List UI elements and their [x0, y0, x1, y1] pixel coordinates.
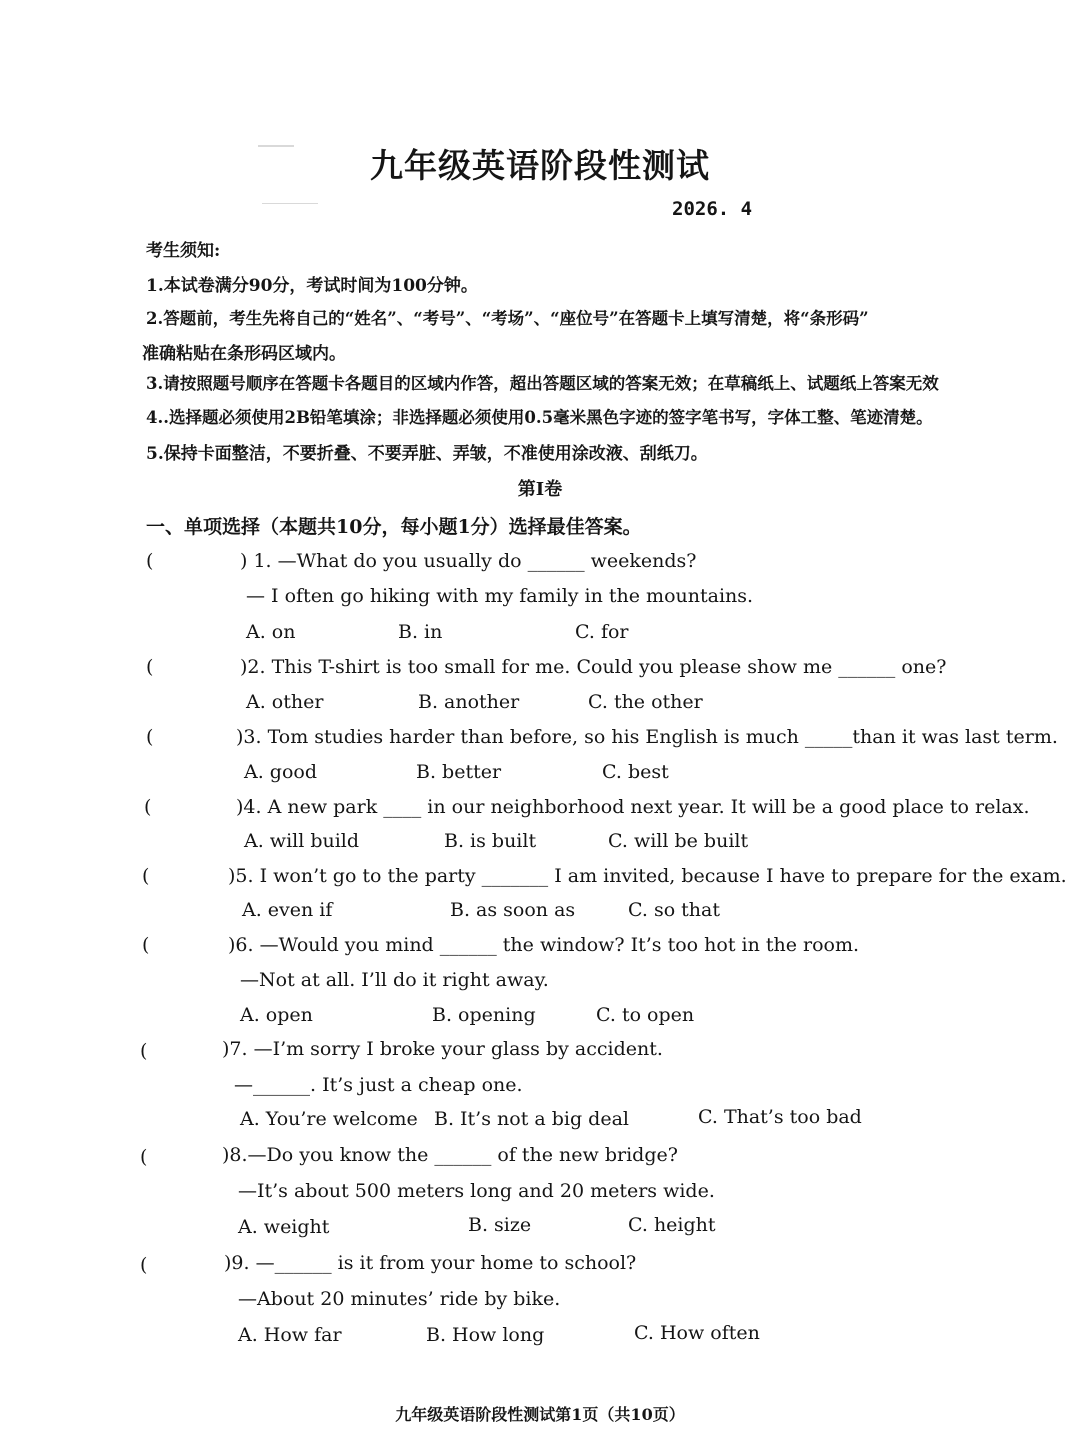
notice-item: 2.答题前，考生先将自己的“姓名”、“考号”、“考场”、“座位号”在答题卡上填写清楚，将“条形码”	[146, 309, 869, 328]
answer-paren: (	[142, 934, 150, 956]
question-8-option-b: B. size	[468, 1214, 532, 1236]
page-footer: 九年级英语阶段性测试第1页（共10页）	[395, 1405, 685, 1424]
question-5-option-b: B. as soon as	[450, 899, 576, 921]
question-4-option-b: B. is built	[444, 830, 537, 852]
question-2: )2. This T-shirt is too small for me. Could you please show me ______ one?	[240, 656, 947, 678]
question-6-reply: —Not at all. I’ll do it right away.	[240, 969, 549, 991]
answer-paren: (	[146, 656, 154, 678]
question-8-reply: —It’s about 500 meters long and 20 meters wide.	[238, 1180, 715, 1202]
question-5-option-c: C. so that	[628, 899, 721, 921]
answer-paren: (	[140, 1040, 148, 1062]
answer-paren: (	[142, 865, 150, 887]
question-1-option-b: B. in	[398, 621, 443, 643]
question-9-option-b: B. How long	[426, 1324, 545, 1346]
question-7: )7. —I’m sorry I broke your glass by accident.	[222, 1038, 663, 1060]
question-4-option-a: A. will build	[244, 830, 360, 852]
notice-item: 准确粘贴在条形码区域内。	[142, 344, 346, 364]
question-2-option-b: B. another	[418, 691, 520, 713]
volume-heading: 第Ⅰ卷	[517, 479, 563, 500]
question-1-option-c: C. for	[575, 621, 629, 643]
page-title: 九年级英语阶段性测试	[370, 146, 710, 185]
question-9-reply: —About 20 minutes’ ride by bike.	[238, 1288, 561, 1310]
question-8-option-a: A. weight	[238, 1216, 330, 1238]
question-9-option-c: C. How often	[634, 1322, 760, 1344]
question-2-option-a: A. other	[246, 691, 324, 713]
answer-paren: (	[146, 550, 154, 572]
answer-paren: (	[146, 726, 154, 748]
question-2-option-c: C. the other	[588, 691, 703, 713]
question-7-option-c: C. That’s too bad	[698, 1106, 862, 1128]
question-3-option-c: C. best	[602, 761, 669, 783]
notice-item: 1.本试卷满分90分，考试时间为100分钟。	[146, 276, 478, 296]
answer-paren: (	[140, 1254, 148, 1276]
notice-item: 5.保持卡面整洁，不要折叠、不要弄脏、弄皱，不准使用涂改液、刮纸刀。	[146, 444, 708, 464]
notice-item: 3.请按照题号顺序在答题卡各题目的区域内作答，超出答题区域的答案无效；在草稿纸上、试题纸上答案无效	[146, 374, 939, 393]
question-1-option-a: A. on	[246, 621, 296, 643]
question-1: ) 1. —What do you usually do ______ weekends?	[240, 550, 697, 572]
question-3: )3. Tom studies harder than before, so his English is much _____than it was last term.	[236, 726, 1058, 748]
question-4: )4. A new park ____ in our neighborhood next year. It will be a good place to relax.	[236, 796, 1030, 818]
answer-paren: (	[144, 796, 152, 818]
question-5: )5. I won’t go to the party _______ I am invited, because I have to prepare for the exam.	[228, 865, 1067, 887]
question-3-option-b: B. better	[416, 761, 502, 783]
notice-heading: 考生须知:	[146, 241, 221, 261]
answer-paren: (	[140, 1146, 148, 1168]
section-heading: 一、单项选择（本题共10分，每小题1分）选择最佳答案。	[146, 516, 642, 538]
question-1-reply: — I often go hiking with my family in the mountains.	[246, 585, 754, 607]
exam-date: 2026. 4	[672, 198, 753, 220]
question-6-option-c: C. to open	[596, 1004, 695, 1026]
question-6-option-a: A. open	[240, 1004, 313, 1026]
question-6-option-b: B. opening	[432, 1004, 536, 1026]
question-7-reply: —______. It’s just a cheap one.	[234, 1074, 523, 1096]
question-9: )9. —______ is it from your home to school?	[224, 1252, 637, 1274]
scan-smudge	[262, 203, 318, 204]
question-7-option-b: B. It’s not a big deal	[434, 1108, 629, 1130]
question-5-option-a: A. even if	[242, 899, 333, 921]
question-3-option-a: A. good	[244, 761, 318, 783]
question-8: )8.—Do you know the ______ of the new bridge?	[222, 1144, 678, 1166]
question-8-option-c: C. height	[628, 1214, 716, 1236]
notice-item: 4..选择题必须使用2B铅笔填涂；非选择题必须使用0.5毫米黑色字迹的签字笔书写，字体工整、笔迹清楚。	[146, 408, 933, 427]
question-4-option-c: C. will be built	[608, 830, 749, 852]
question-7-option-a: A. You’re welcome	[240, 1108, 418, 1130]
question-9-option-a: A. How far	[238, 1324, 342, 1346]
question-6: )6. —Would you mind ______ the window? It’s too hot in the room.	[228, 934, 860, 956]
